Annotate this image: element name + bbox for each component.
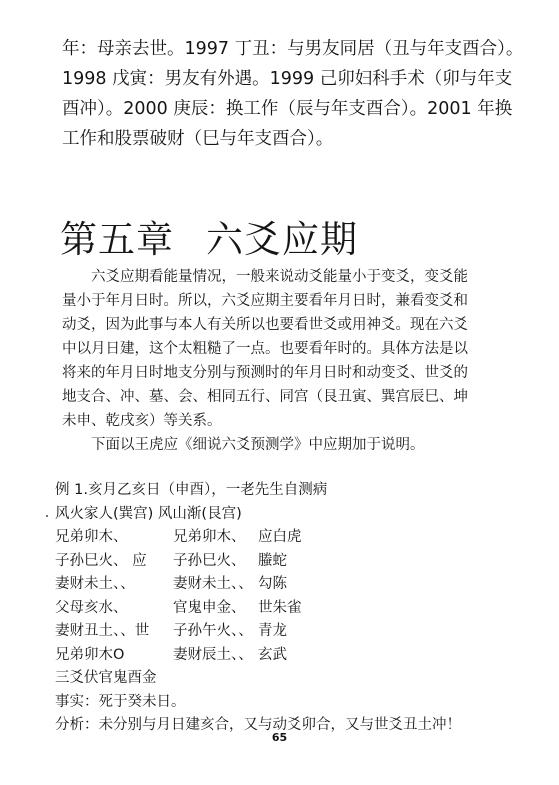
- line-spirit: 应白虎: [258, 529, 302, 545]
- intro-paragraph: [62, 265, 500, 457]
- hidden-line-note: 三爻伏官鬼酉金: [55, 670, 157, 686]
- line-main: 兄弟卯木O: [55, 646, 125, 663]
- text-line: 1998 戊寅：男友有外遇。1999 己卯妇科手术（卯与年支: [62, 69, 513, 89]
- paragraph-continued: [62, 34, 524, 154]
- line-spirit: 勾陈: [258, 576, 287, 592]
- chapter-number: 第五章: [60, 218, 174, 261]
- line-spirit: 青龙: [258, 623, 287, 639]
- line-main: 妻财丑土、、世: [55, 623, 150, 639]
- line-spirit: 螣蛇: [258, 552, 287, 569]
- scan-speck: [46, 515, 48, 517]
- text-line: 量小于年月日时。所以，六爻应期主要看年月日时，兼看变爻和: [62, 293, 468, 309]
- text-line: 动爻，因为此事与本人有关所以也要看世爻或用神爻。现在六爻: [62, 317, 468, 333]
- line-main: 父母亥水、: [55, 599, 128, 616]
- text-line: 下面以王虎应《细说六爻预测学》中应期加于说明。: [91, 437, 425, 453]
- line-main: 兄弟卯木、: [55, 529, 128, 545]
- line-main: 子孙巳火、 应: [55, 552, 147, 569]
- hexagram-row: [55, 597, 461, 621]
- text-line: 酉冲）。2000 庚辰：换工作（辰与年支酉合）。2001 年换: [62, 99, 513, 119]
- line-spirit: 玄武: [258, 646, 287, 663]
- hexagram-names: 风火家人(巽宫) 风山渐(艮宫): [55, 505, 242, 522]
- line-changed: 妻财辰土、、: [173, 646, 253, 663]
- line-changed: 官鬼申金、: [173, 599, 246, 616]
- analysis-line: 分析：未分别与月日建亥合，又与动爻卯合，又与世爻丑土冲！: [55, 717, 461, 733]
- example-block: [55, 479, 461, 738]
- example-title: 例 1.亥月乙亥日（申酉），一老先生自测病: [55, 482, 328, 498]
- line-changed: 兄弟卯木、: [173, 529, 246, 545]
- text-line: 六爻应期看能量情况，一般来说动爻能量小于变爻，变爻能: [91, 269, 468, 285]
- line-changed: 子孙巳火、: [173, 552, 246, 569]
- hexagram-row: [55, 550, 461, 574]
- text-line: 中以月日建，这个太粗糙了一点。也要看年时的。具体方法是以: [62, 341, 468, 357]
- chapter-title: 六爻应期: [206, 218, 358, 261]
- text-line: 年：母亲去世。1997 丁丑：与男友同居（丑与年支酉合）。: [62, 39, 524, 59]
- hexagram-row: [55, 573, 461, 597]
- text-line: 工作和股票破财（巳与年支酉合）。: [62, 129, 334, 149]
- text-line: 未申、乾戌亥）等关系。: [62, 413, 222, 429]
- chapter-heading: [60, 216, 358, 264]
- line-changed: 妻财未土、、: [173, 576, 253, 592]
- hexagram-row: [55, 526, 461, 550]
- hexagram-row: [55, 620, 461, 644]
- text-line: 地支合、冲、墓、会、相同五行、同宫（艮丑寅、巽宫辰巳、坤: [62, 389, 468, 405]
- text-line: 将来的年月日时地支分别与预测时的年月日时和动变爻、世爻的: [62, 365, 468, 381]
- line-spirit: 世朱雀: [258, 599, 302, 616]
- fact-line: 事实：死于癸未日。: [55, 693, 186, 710]
- line-changed: 子孙午火、、: [173, 623, 253, 639]
- page-number: 65: [271, 731, 288, 744]
- line-main: 妻财未土、、: [55, 576, 135, 592]
- hexagram-row: [55, 644, 461, 668]
